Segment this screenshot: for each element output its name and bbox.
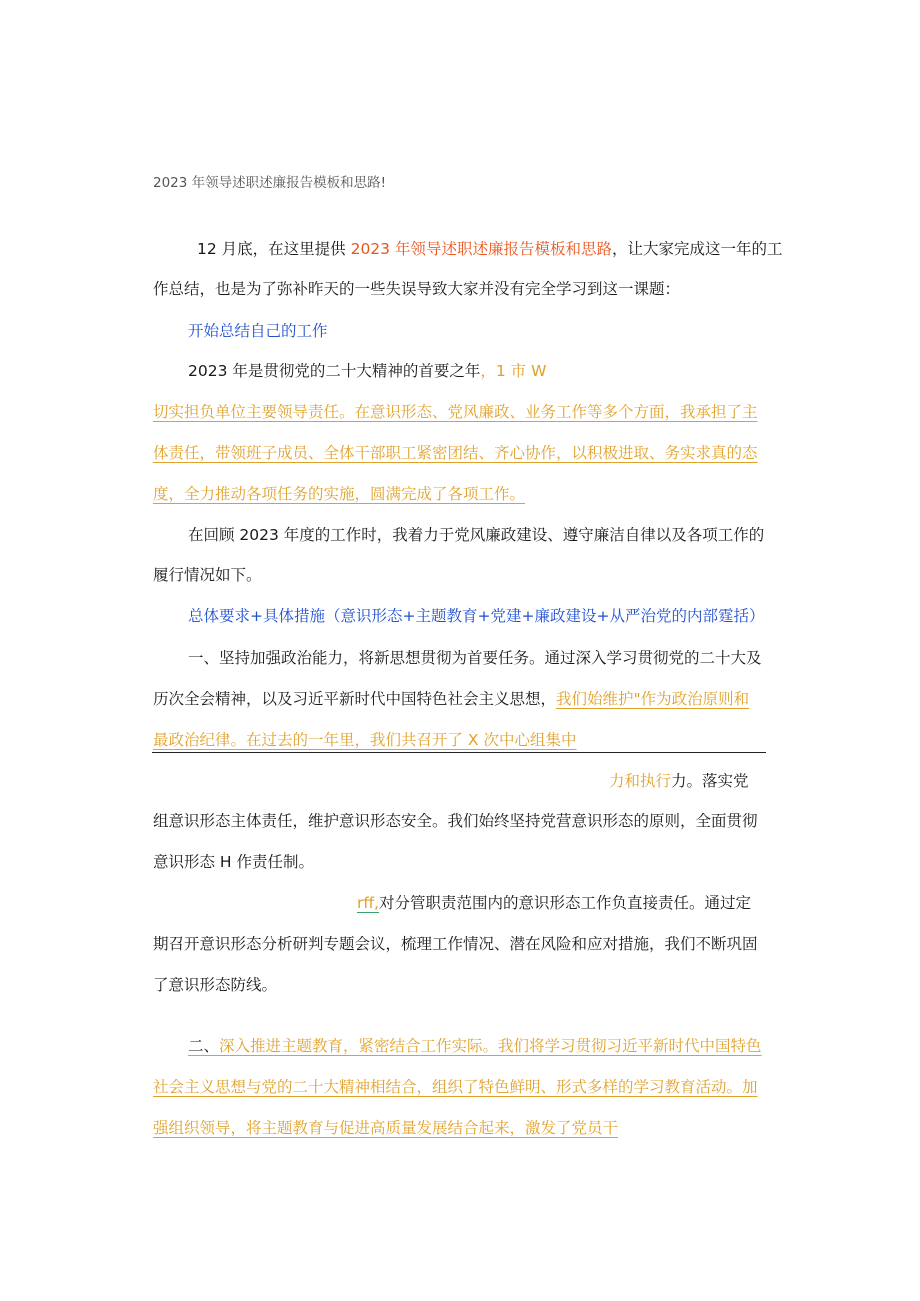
- sec1-line-7-text: 对分管职责范围内的意识形态工作负直接责任。通过定: [378, 894, 751, 912]
- sec1-line-2-text: 历次全会精神，以及习近平新时代中国特色社会主义思想，: [153, 690, 557, 708]
- horizontal-rule: [152, 752, 766, 753]
- sec2-line-1: [188, 1035, 762, 1057]
- sec1-line-4: [609, 770, 749, 792]
- sec1-line-2: [153, 688, 749, 710]
- para3-line-1[interactable]: 切实担负单位主要领导责任。在意识形态、党风廉政、业务工作等多个方面，我承担了主: [153, 403, 758, 421]
- sec1-line-9: 了意识形态防线。: [153, 976, 278, 994]
- intro-line-1: [197, 238, 782, 260]
- para4-line-2: 履行情况如下。: [153, 566, 262, 584]
- intro-link[interactable]: 2023 年领导述职述廉报告模板和思路: [350, 240, 612, 258]
- para2-link[interactable]: ，1 市 W: [480, 362, 547, 380]
- sec1-line-7: [357, 892, 751, 914]
- para2-line: [188, 360, 546, 382]
- sec1-line-3[interactable]: 最政治纪律。在过去的一年里，我们共召开了 X 次中心组集中: [153, 731, 577, 749]
- para4-line-1: 在回顾 2023 年度的工作时，我着力于党风廉政建设、遵守廉洁自律以及各项工作的: [188, 526, 765, 544]
- sec1-line-2-link[interactable]: 我们始维护"作为政治原则和: [556, 690, 750, 708]
- sec1-line-4-text: 力。落实党: [671, 772, 749, 790]
- para3-line-2[interactable]: 体责任，带领班子成员、全体干部职工紧密团结、齐心协作，以积极进取、务实求真的态: [153, 444, 758, 462]
- para2-text: 2023 年是贯彻党的二十大精神的首要之年: [188, 362, 481, 380]
- sec1-line-6: 意识形态 H 作责任制。: [153, 853, 315, 871]
- intro-line-2: 作总结，也是为了弥补昨天的一些失误导致大家并没有完全学习到这一课题：: [153, 280, 681, 298]
- sec1-line-7-link[interactable]: rff,: [357, 894, 379, 912]
- sec1-line-5: 组意识形态主体责任，维护意识形态安全。我们始终坚持党营意识形态的原则，全面贯彻: [153, 812, 758, 830]
- sec1-line-4-highlight: 力和执行: [609, 772, 672, 790]
- sec2-line-1-link[interactable]: 深入推进主题教育，紧密结合工作实际。我们将学习贯彻习近平新时代中国特色: [219, 1037, 762, 1055]
- intro-text-b: ，让大家完成这一年的工: [611, 240, 783, 258]
- document-title: 2023 年领导述职述廉报告模板和思路!: [153, 175, 387, 191]
- sec1-line-1: 一、坚持加强政治能力，将新思想贯彻为首要任务。通过深入学习贯彻党的二十大及: [188, 649, 762, 667]
- section-heading-2: 总体要求+具体措施（意识形态+主题教育+党建+廉政建设+从严治党的内部霆括）: [188, 607, 765, 625]
- sec2-line-3[interactable]: 强组织领导，将主题教育与促进高质量发展结合起来，激发了党员干: [153, 1119, 619, 1137]
- sec1-line-8: 期召开意识形态分析研判专题会议，梳理工作情况、潜在风险和应对措施，我们不断巩固: [153, 935, 758, 953]
- section-heading-1: 开始总结自己的工作: [188, 322, 328, 340]
- sec2-line-1-prefix: 二、: [188, 1037, 220, 1055]
- intro-text-a: 12 月底，在这里提供: [197, 240, 351, 258]
- para3-line-3[interactable]: 度，全力推动各项任务的实施，圆满完成了各项工作。: [153, 485, 526, 503]
- sec2-line-2[interactable]: 社会主义思想与党的二十大精神相结合，组织了特色鲜明、形式多样的学习教育活动。加: [153, 1078, 758, 1096]
